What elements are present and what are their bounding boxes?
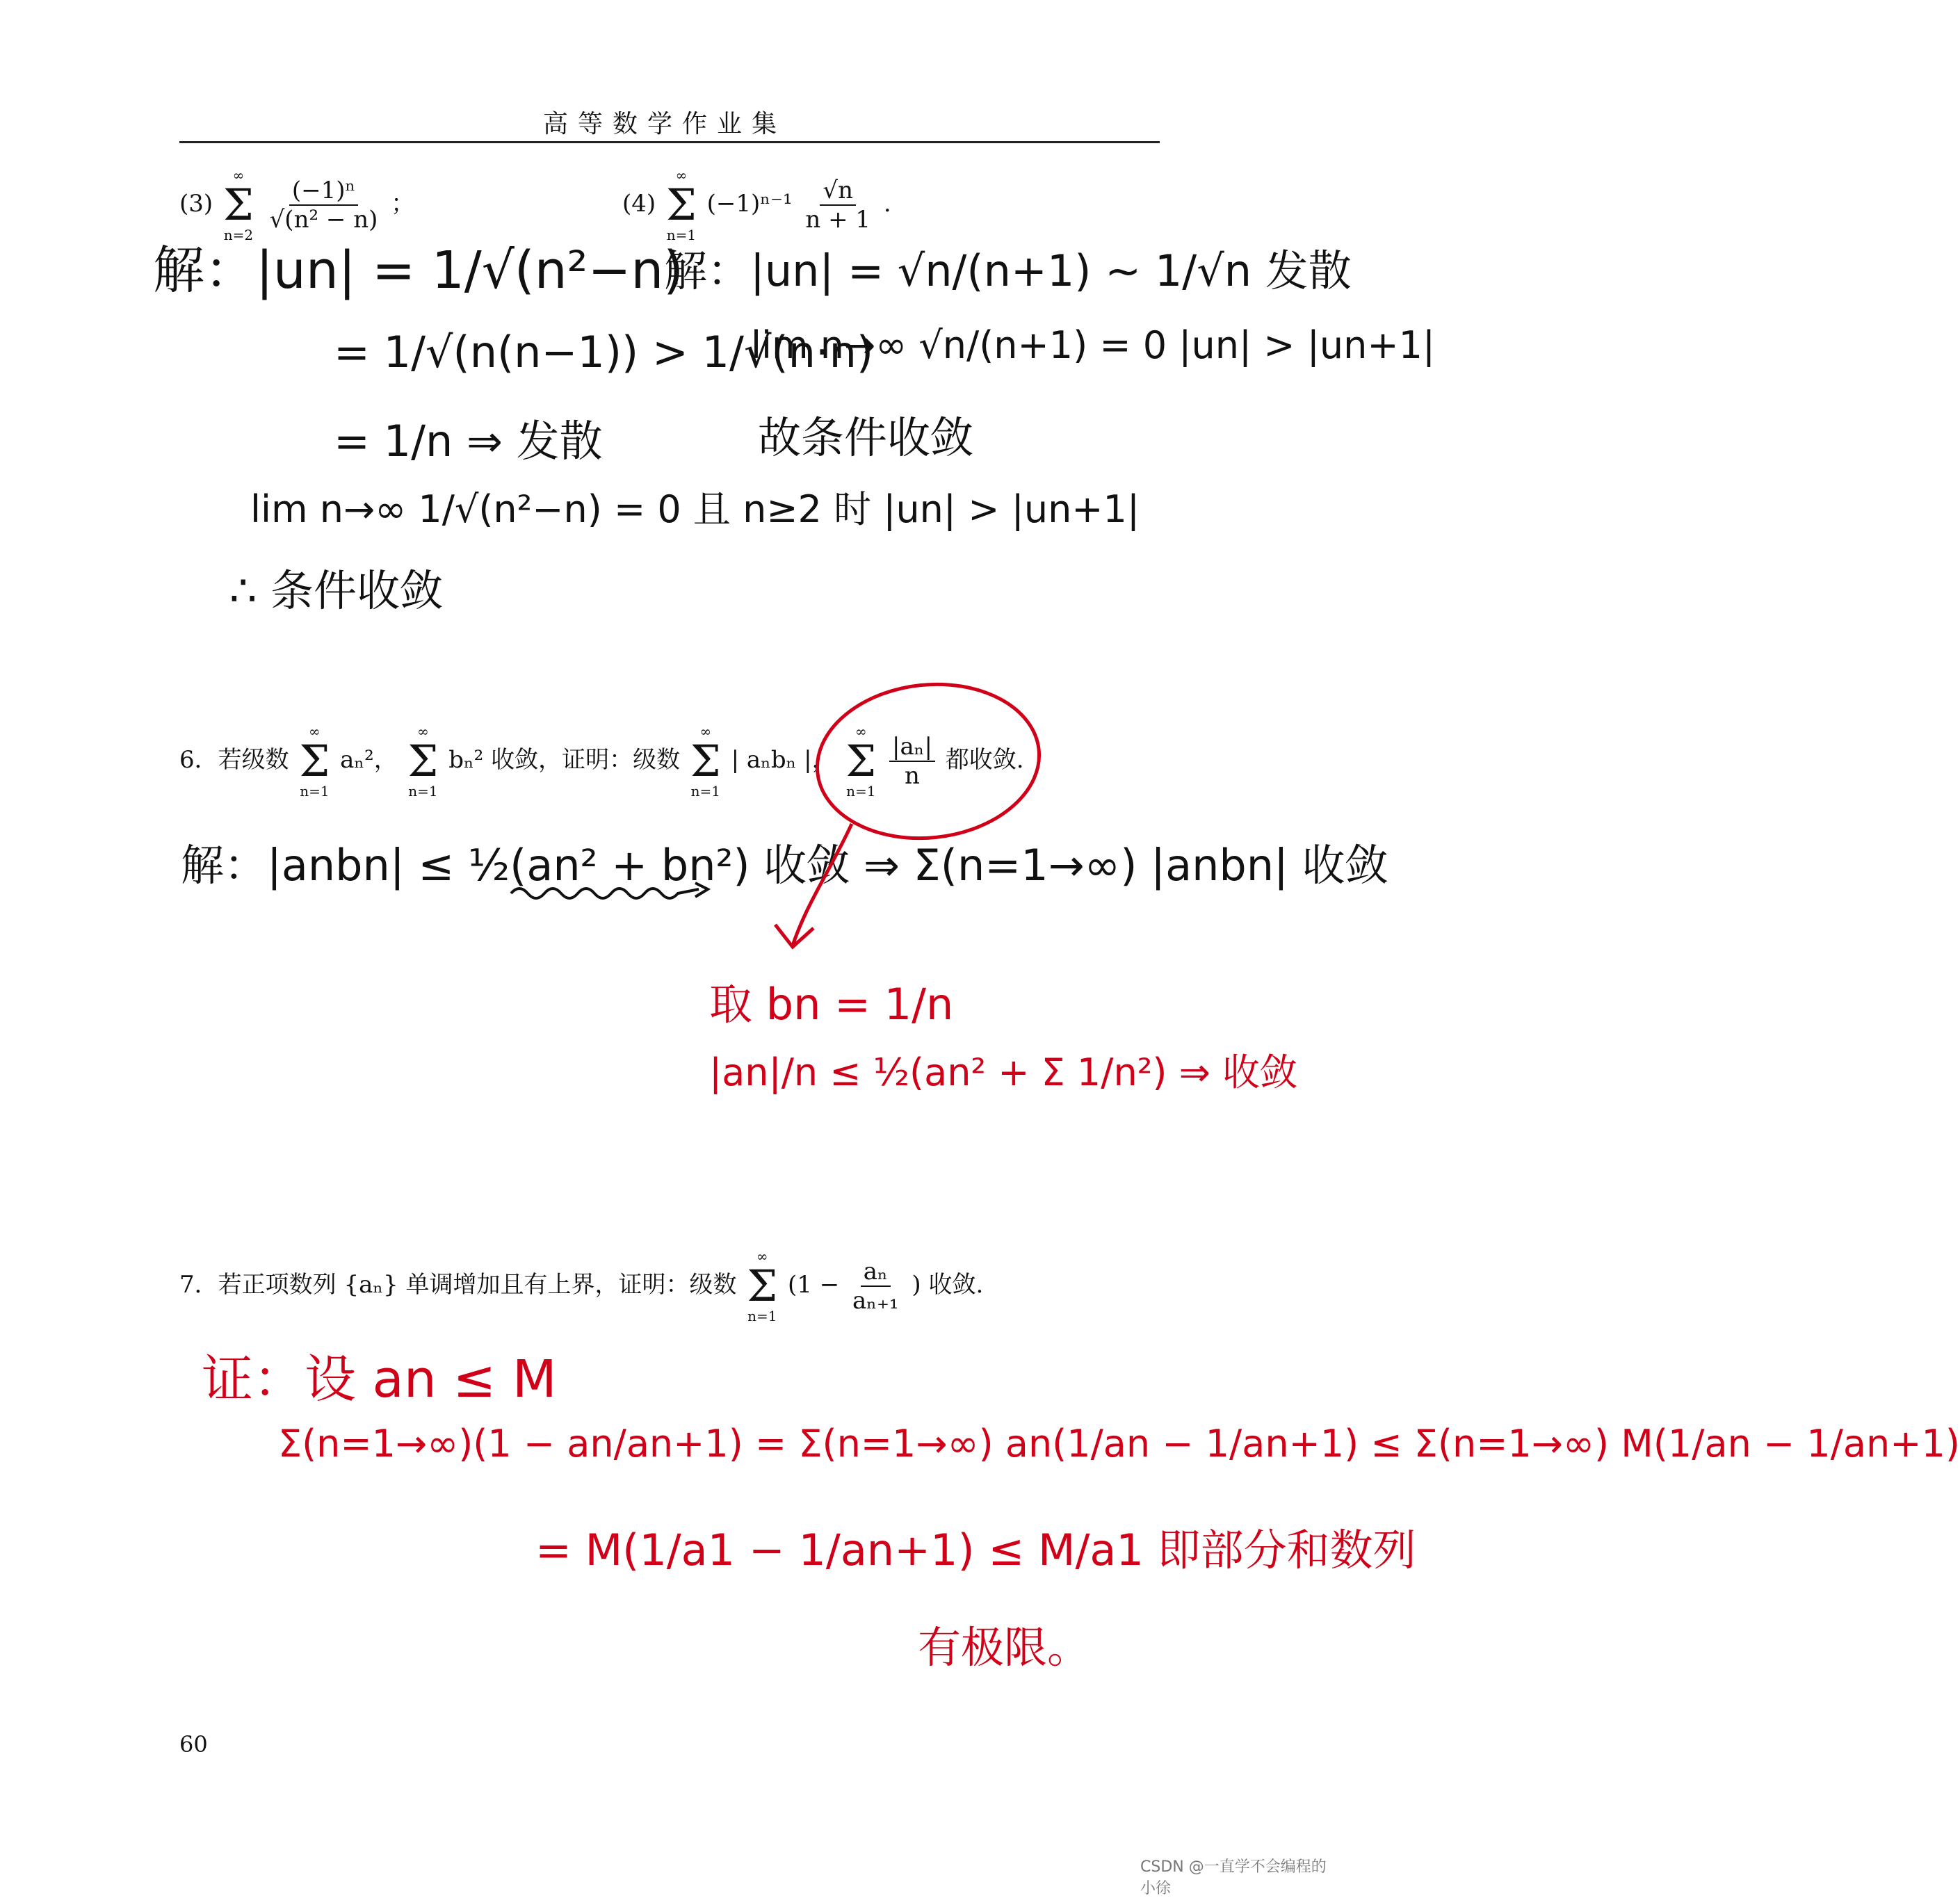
- hw-p7-line-3: = M(1/a1 − 1/an+1) ≤ M/a1 即部分和数列: [535, 1525, 1416, 1575]
- problem-4-label: (4): [622, 190, 656, 218]
- sum-lower: n=1: [408, 783, 438, 800]
- sum-upper: ∞: [756, 1248, 768, 1265]
- hw-p6-red-line-1: 取 bn = 1/n: [709, 979, 954, 1030]
- hw-p4-line-1: 解：|un| = √n/(n+1) ~ 1/√n 发散: [664, 245, 1352, 296]
- sum-upper: ∞: [855, 723, 867, 740]
- sum-lower: n=1: [690, 783, 721, 800]
- hw-p3-line-4: lim n→∞ 1/√(n²−n) = 0 且 n≥2 时 |un| > |un+1|: [250, 487, 1140, 531]
- sum-lower: n=1: [747, 1308, 777, 1324]
- sum-upper: ∞: [675, 167, 688, 184]
- pointer-arrow: [793, 824, 852, 946]
- sum-upper: ∞: [232, 167, 245, 184]
- fraction-numerator: (−1)ⁿ: [289, 177, 358, 206]
- problem-3-end: ；: [391, 190, 415, 218]
- hw-p3-line-5: ∴ 条件收敛: [229, 565, 444, 616]
- sigma-symbol: Σ: [665, 179, 697, 230]
- problem-7-sequence: {aₙ}: [343, 1271, 398, 1299]
- fraction-denominator: n: [905, 762, 920, 790]
- problem-6-mid-text: 收敛，证明：级数: [491, 746, 681, 774]
- problem-4-sign-term: (−1)ⁿ⁻¹: [706, 190, 793, 218]
- sum-lower: n=1: [846, 783, 876, 800]
- hw-p7-line-1: 证：设 an ≤ M: [202, 1349, 557, 1409]
- hw-p7-line-4: 有极限。: [918, 1622, 1091, 1673]
- sigma-symbol: Σ: [222, 179, 254, 230]
- hw-p7-line-2: Σ(n=1→∞)(1 − an/an+1) = Σ(n=1→∞) an(1/an − 1/an+1) ≤ Σ(n=1→∞) M(1/an − 1/an+1): [278, 1422, 1960, 1466]
- sigma-symbol: Σ: [845, 736, 877, 786]
- problem-3-label: (3): [179, 190, 213, 218]
- problem-6-term-b: bₙ²: [448, 746, 484, 774]
- sigma-symbol: Σ: [407, 736, 439, 786]
- sum-lower: n=1: [666, 227, 697, 243]
- sum-lower: n=2: [223, 227, 254, 243]
- watermark: CSDN @一直学不会编程的小徐: [1140, 1858, 1327, 1897]
- sigma-symbol: Σ: [690, 736, 721, 786]
- highlight-circle: [809, 674, 1046, 849]
- fraction-numerator: |aₙ|: [889, 733, 935, 762]
- problem-7-mid-text: 单调增加且有上界，证明：级数: [405, 1271, 737, 1299]
- comma: ，: [373, 746, 398, 774]
- wavy-underline: [511, 889, 699, 898]
- problem-7-term-open: (1 −: [787, 1271, 840, 1299]
- sigma-symbol: Σ: [299, 736, 330, 786]
- problem-7-term-close: ): [912, 1271, 921, 1299]
- fraction-denominator: √(n² − n): [269, 206, 378, 234]
- hw-p6-red-line-2: |an|/n ≤ ½(an² + Σ 1/n²) ⇒ 收敛: [709, 1051, 1297, 1094]
- problem-7-end: 收敛.: [928, 1271, 984, 1299]
- page-number: 60: [179, 1731, 208, 1758]
- sigma-symbol: Σ: [747, 1260, 778, 1311]
- problem-4-end: .: [883, 190, 891, 218]
- hw-p3-line-1: 解：|un| = 1/√(n²−n): [153, 241, 684, 300]
- fraction-denominator: n + 1: [805, 206, 871, 234]
- fraction-numerator: aₙ: [861, 1258, 891, 1287]
- fraction-denominator: aₙ₊₁: [852, 1287, 899, 1315]
- problem-6-end: 都收敛.: [945, 746, 1024, 774]
- problem-7-label: 7．若正项数列: [179, 1271, 337, 1299]
- sum-upper: ∞: [309, 723, 321, 740]
- hw-p3-line-3: = 1/n ⇒ 发散: [334, 416, 603, 467]
- problem-6-label: 6．若级数: [179, 746, 289, 774]
- sum-lower: n=1: [300, 783, 330, 800]
- comma: ，: [811, 746, 836, 774]
- hw-p4-line-3: 故条件收敛: [758, 412, 974, 463]
- problem-6-term-ab: | aₙbₙ |: [731, 746, 812, 774]
- page-header-title: 高等数学作业集: [542, 110, 786, 138]
- hw-p3-line-2: = 1/√(n(n−1)) > 1/√(n·n): [334, 327, 874, 378]
- sum-upper: ∞: [699, 723, 712, 740]
- hw-p6-black-line: 解：|anbn| ≤ ½(an² + bn²) 收敛 ⇒ Σ(n=1→∞) |anbn| 收敛: [181, 840, 1388, 891]
- problem-6-term-a: aₙ²: [340, 746, 374, 774]
- hw-p4-line-2: lim n→∞ √n/(n+1) = 0 |un| > |un+1|: [751, 323, 1436, 367]
- fraction-numerator: √n: [820, 177, 856, 206]
- sum-upper: ∞: [417, 723, 429, 740]
